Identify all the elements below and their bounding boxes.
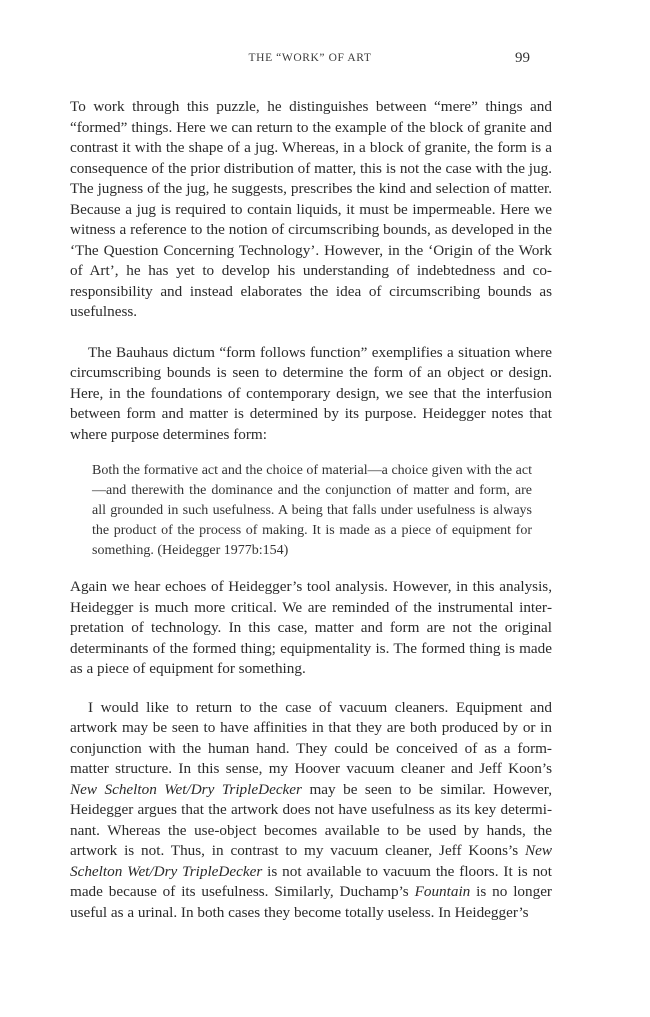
artwork-title-2: New Schelton Wet/Dry TripleDecker: [70, 842, 552, 880]
body-text: [70, 97, 552, 923]
block-quote: Both the formative act and the choice of material—a choice given with the act—and therewith the dominance and the conjunction of matter and form, are all grounded in such usefulness. A being that falls under usefulness is always the product of the process of making. It is made as a piece of equipment for something. (Heidegger 1977b:154): [92, 463, 532, 558]
running-title: THE “WORK” OF ART: [248, 52, 372, 64]
paragraph-4-text-4: is no longer useful as a urinal. In both cases they become totally useless. In Heidegger’s: [70, 883, 552, 921]
artwork-title-1: New Schelton Wet/Dry TripleDecker: [70, 780, 302, 798]
page-number: 99: [515, 50, 530, 66]
paragraph-4-text-2: may be seen to be similar. However, Heidegger argues that the artwork does not have usefulness as its key determinant. Whereas the use-object becomes available to be used by hands, the artwork is not. Thus, in contrast to my vacuum cleaner, Jeff Koons’s: [70, 780, 552, 859]
paragraph-2: The Bauhaus dictum “form follows function” exemplifies a situation where circumscribing bounds is seen to determine the form of an object or design. Here, in the foundations of contemporary design, we see that the interfusion between form and matter is determined by its purpose. Heidegger notes that where purpose determines form:: [70, 343, 552, 443]
paragraph-4: [70, 698, 552, 924]
artwork-title-3: Fountain: [414, 883, 471, 900]
running-head: [70, 52, 550, 72]
paragraph-4-text-3: is not available to vacuum the floors. It is not made because of its usefulness. Similarly, Duchamp’s: [70, 862, 552, 900]
paragraph-4-text-1: I would like to return to the case of vacuum cleaners. Equipment and artwork may be seen to have affinities in that they are both produced by or in conjunction with the human hand. They could be conceived of as a form-matter structure. In this sense, my Hoover vacuum cleaner and Jeff Koon’s: [70, 698, 552, 777]
paragraph-3: Again we hear echoes of Heidegger’s tool analysis. However, in this analysis, Heidegger is much more critical. We are reminded of the instrumental interpretation of technology. In this case, matter and form are not the original determinants of the formed thing; equipmentality is. The formed thing is made as a piece of equipment for something.: [70, 578, 552, 677]
paragraph-1: To work through this puzzle, he distinguishes between “mere” things and “formed” things. Here we can return to the example of the block of granite and contrast it with the shape of a jug. Whereas, in a block of granite, the form is a consequence of the prior distribution of matter, this is not the case with the jug. The jugness of the jug, he suggests, prescribes the kind and selection of matter. Because a jug is required to contain liquids, it must be impermeable. Here we witness a reference to the notion of circumscribing bounds, as developed in the ‘The Question Concerning Technology’. However, in the ‘Origin of the Work of Art’, he has yet to develop his understanding of indebtedness and co-responsibility and instead elaborates the idea of circumscribing bounds as usefulness.: [70, 98, 552, 320]
